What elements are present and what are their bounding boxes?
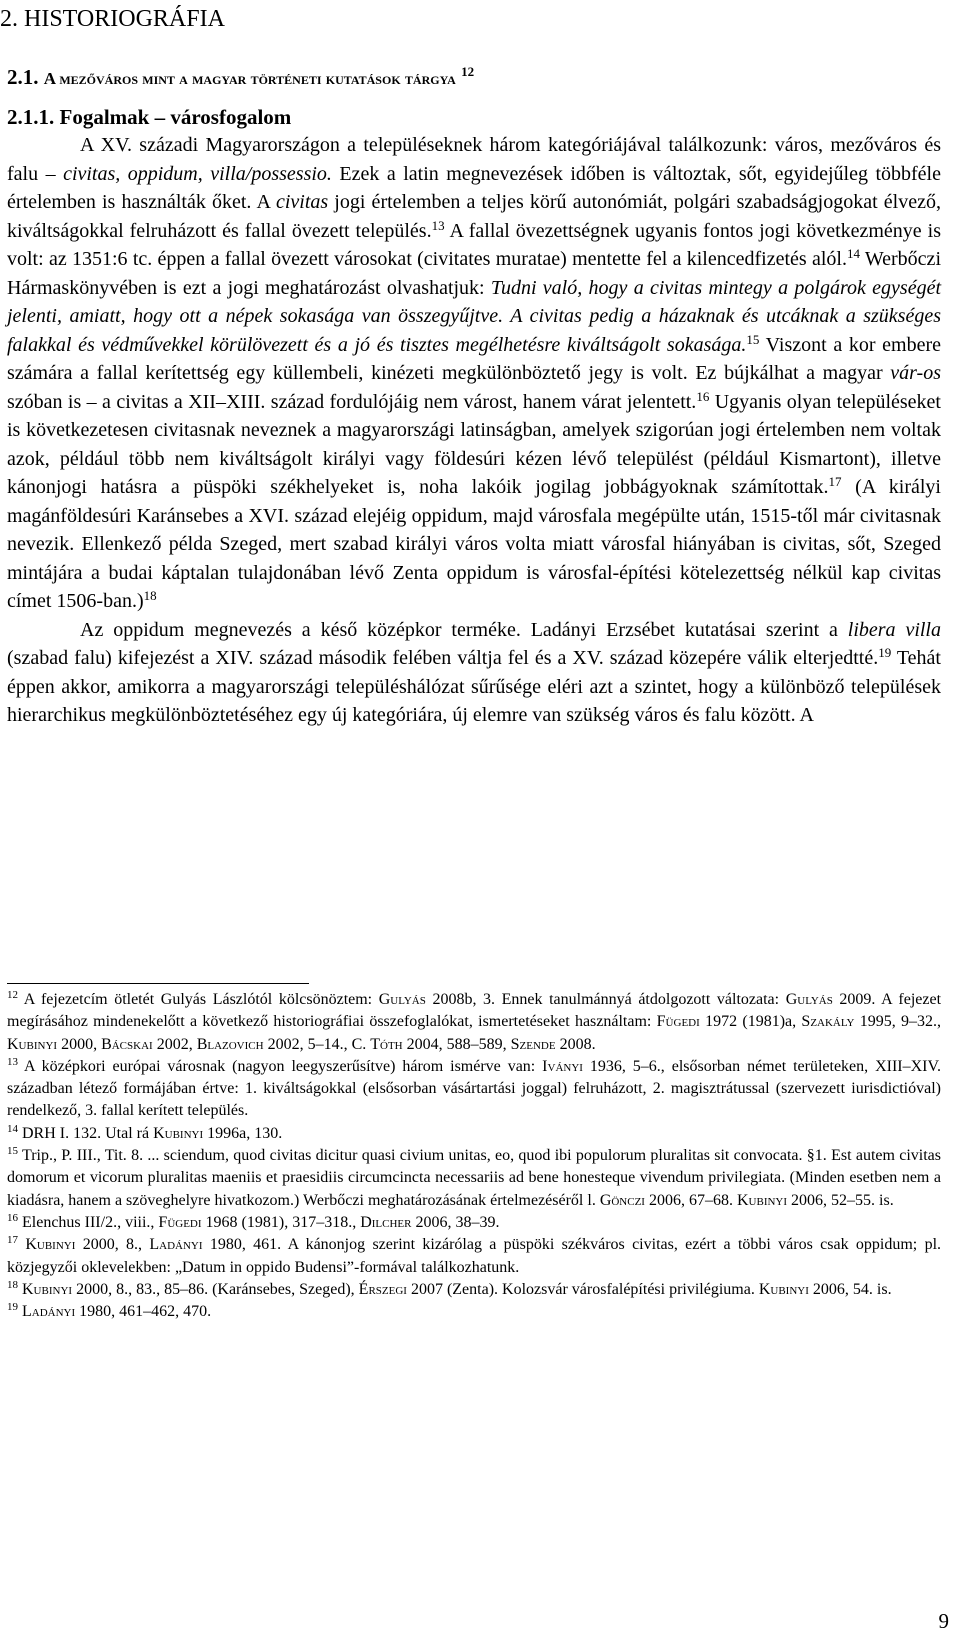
section-heading bbox=[7, 58, 474, 93]
footnotes bbox=[7, 989, 941, 1323]
footnote-ref-15[interactable]: 15 bbox=[746, 331, 760, 347]
footnote-17: $^{17}$ Kubinyi 2000, 8., Ladányi 1980, 461. A kánonjog szerint kizárólag a püspöki székváros civitas, ezért a többi város csak oppidum; pl. közjegyzői oklevelekben: „Datum in oppido Budensi”-formával találkozhatunk. bbox=[7, 1234, 942, 1276]
footnote-separator bbox=[7, 983, 309, 984]
section-number: 2.1. bbox=[7, 65, 39, 89]
footnote-ref-14[interactable]: 14 bbox=[846, 246, 860, 261]
section-title: A mezőváros mint a magyar történeti kutatások tárgya bbox=[43, 69, 456, 88]
subsection-heading: 2.1.1. Fogalmak – városfogalom bbox=[7, 105, 292, 129]
chapter-heading: 2. HISTORIOGRÁFIA bbox=[0, 6, 225, 32]
footnote-ref-18[interactable]: 18 bbox=[143, 588, 157, 603]
footnote-ref-12[interactable]: 12 bbox=[461, 64, 475, 79]
footnote-ref-16[interactable]: 16 bbox=[696, 388, 710, 404]
footnote-15: $^{15}$ Trip., P. III., Tit. 8. ... sciendum, quod civitas dicitur quasi civium unitas, eo, quod ibi populorum pluralitas sit convocata. §1. Est autem civitas domorum et vicorum pluralitas maeniis et praesidiis circumcincta necessariis ad bene honesteque vivendum privilegiata. (Minden esetben nem a kiadásra, hanem a szöveghelyre hivatkozom.) Werbőczi meghatározásának értelmezéséről l. Gönczi 2006, 67–68. Kubinyi 2006, 52–55. is. bbox=[7, 1145, 941, 1209]
footnote-ref-17[interactable]: 17 bbox=[828, 474, 842, 489]
quotation: Tudni való, hogy a civitas mintegy a polgárok egységét jelenti, amiatt, hogy ott a népek sokasága van összegyűjtve. A civitas pedig a házaknak és utcáknak a szükséges falakkal és védművekkel körülövezett és a jó és tisztes megélhetésre kiváltságolt sokasága. bbox=[7, 276, 941, 356]
footnote-ref-13[interactable]: 13 bbox=[431, 217, 445, 233]
footnote-13: $^{13}$ A középkori európai városnak (nagyon leegyszerűsítve) három ismérve van: Iványi 1936, 5–6., elsősorban német területeken, XIII–XIV. században létező formájában értve: 1. kiváltságokkal (elsősorban vásártartási joggal) felruházott, 2. magisztrátussal (szervezett iurisdictióval) rendelkező, 3. fallal kerített település. bbox=[7, 1055, 941, 1120]
footnote-19: $^{19}$ Ladányi 1980, 461–462, 470. bbox=[7, 1301, 212, 1321]
footnote-14: $^{14}$ DRH I. 132. Utal rá Kubinyi 1996a, 130. bbox=[7, 1122, 283, 1142]
paragraph: A XV. századi Magyarországon a településeknek három kategóriájával találkozunk: város, mezőváros és falu – civitas, oppidum, villa/possessio. Ezek a latin megnevezések időben is változtak, sőt, egyidejűleg többféle értelemben is használták őket. A civitas jogi értelemben a teljes körű autonómiát, polgári szabadságjogokat élvező, kiváltságokkal felruházott és fallal övezett település.$^{13}$ A fallal övezettségnek ugyanis fontos jogi következménye is volt: az 1351:6 tc. éppen a fallal övezett városokat (civitates muratae) mentette fel a kilencedfizetés alól.$^{14}$ Werbőczi Hármaskönyvében is ezt a jogi meghatározást olvashatjuk: Tudni való, hogy a civitas mintegy a polgárok egységét jelenti, amiatt, hogy ott a népek sokasága van összegyűjtve. A civitas pedig a házaknak és utcáknak a szükséges falakkal és védművekkel körülövezett és a jó és tisztes megélhetésre kiváltságolt sokasága.$^{15}$ Viszont a kor embere számára a fallal kerítettség egy küllembeli, kinézeti megkülönböztető jegy is volt. Ez bújkálhat a magyar vár-os szóban is – a civitas a XII–XIII. század fordulójáig nem várost, hanem várat jelentett.$^{16}$ Ugyanis olyan településeket is következetesen civitasnak neveznek a magyarországi latinságban, amelyek szigorúan jogi értelemben nem voltak azok, például több nem kiváltságolt királyi vagy földesúri kézen lévő települést (például Kismartont), illetve kánonjogi hatásra a püspöki székhelyeket is, noha lakóik jogilag jobbágyoknak számítottak.$^{17}$ (A királyi magánföldesúri Karánsebes a XVI. század elejéig oppidum, majd városfala megépülte után, 1515-től már civitasnak nevezik. Ellenkező példa Szeged, mert szabad királyi város volta miatt városfal hiányában is civitas, sőt, Szeged mintájára a budai káptalan tulajdonában lévő Zenta oppidum is városfal-építési kötelezettség nélkül kap civitas címet 1506-ban.)$^{18}$ bbox=[7, 134, 941, 612]
footnote-ref-19[interactable]: 19 bbox=[878, 645, 892, 660]
footnote-16: $^{16}$ Elenchus III/2., viii., Fügedi 1968 (1981), 317–318., Dilcher 2006, 38–39. bbox=[7, 1211, 500, 1231]
body-text bbox=[7, 131, 941, 730]
footnote-18: $^{18}$ Kubinyi 2000, 8., 83., 85–86. (Karánsebes, Szeged), Érszegi 2007 (Zenta). Kolozsvár városfalépítési privilégiuma. Kubinyi 2006, 54. is. bbox=[7, 1278, 892, 1298]
paragraph: Az oppidum megnevezés a késő középkor terméke. Ladányi Erzsébet kutatásai szerint a libera villa (szabad falu) kifejezést a XIV. század második felében váltja fel és a XV. század közepére válik elterjedtté.$^{19}$ Tehát éppen akkor, amikorra a magyarországi településhálózat sűrűsége eléri azt a szintet, hogy a különböző települések hierarchikus megkülönböztetéséhez egy új kategóriára, új elemre van szükség város és falu között. A bbox=[7, 618, 941, 726]
footnote-12: $^{12}$ A fejezetcím ötletét Gulyás Lászlótól kölcsönöztem: Gulyás 2008b, 3. Ennek tanulmánnyá átdolgozott változata: Gulyás 2009. A fejezet megírásához mindenekelőtt a következő historiográfiai összefoglalókat, ismertetéseket használtam: Fügedi 1972 (1981)a, Szakály 1995, 9–32., Kubinyi 2000, Bácskai 2002, Blazovich 2002, 5–14., C. Tóth 2004, 588–589, Szende 2008. bbox=[7, 989, 942, 1053]
page-number: 9 bbox=[938, 1609, 949, 1633]
